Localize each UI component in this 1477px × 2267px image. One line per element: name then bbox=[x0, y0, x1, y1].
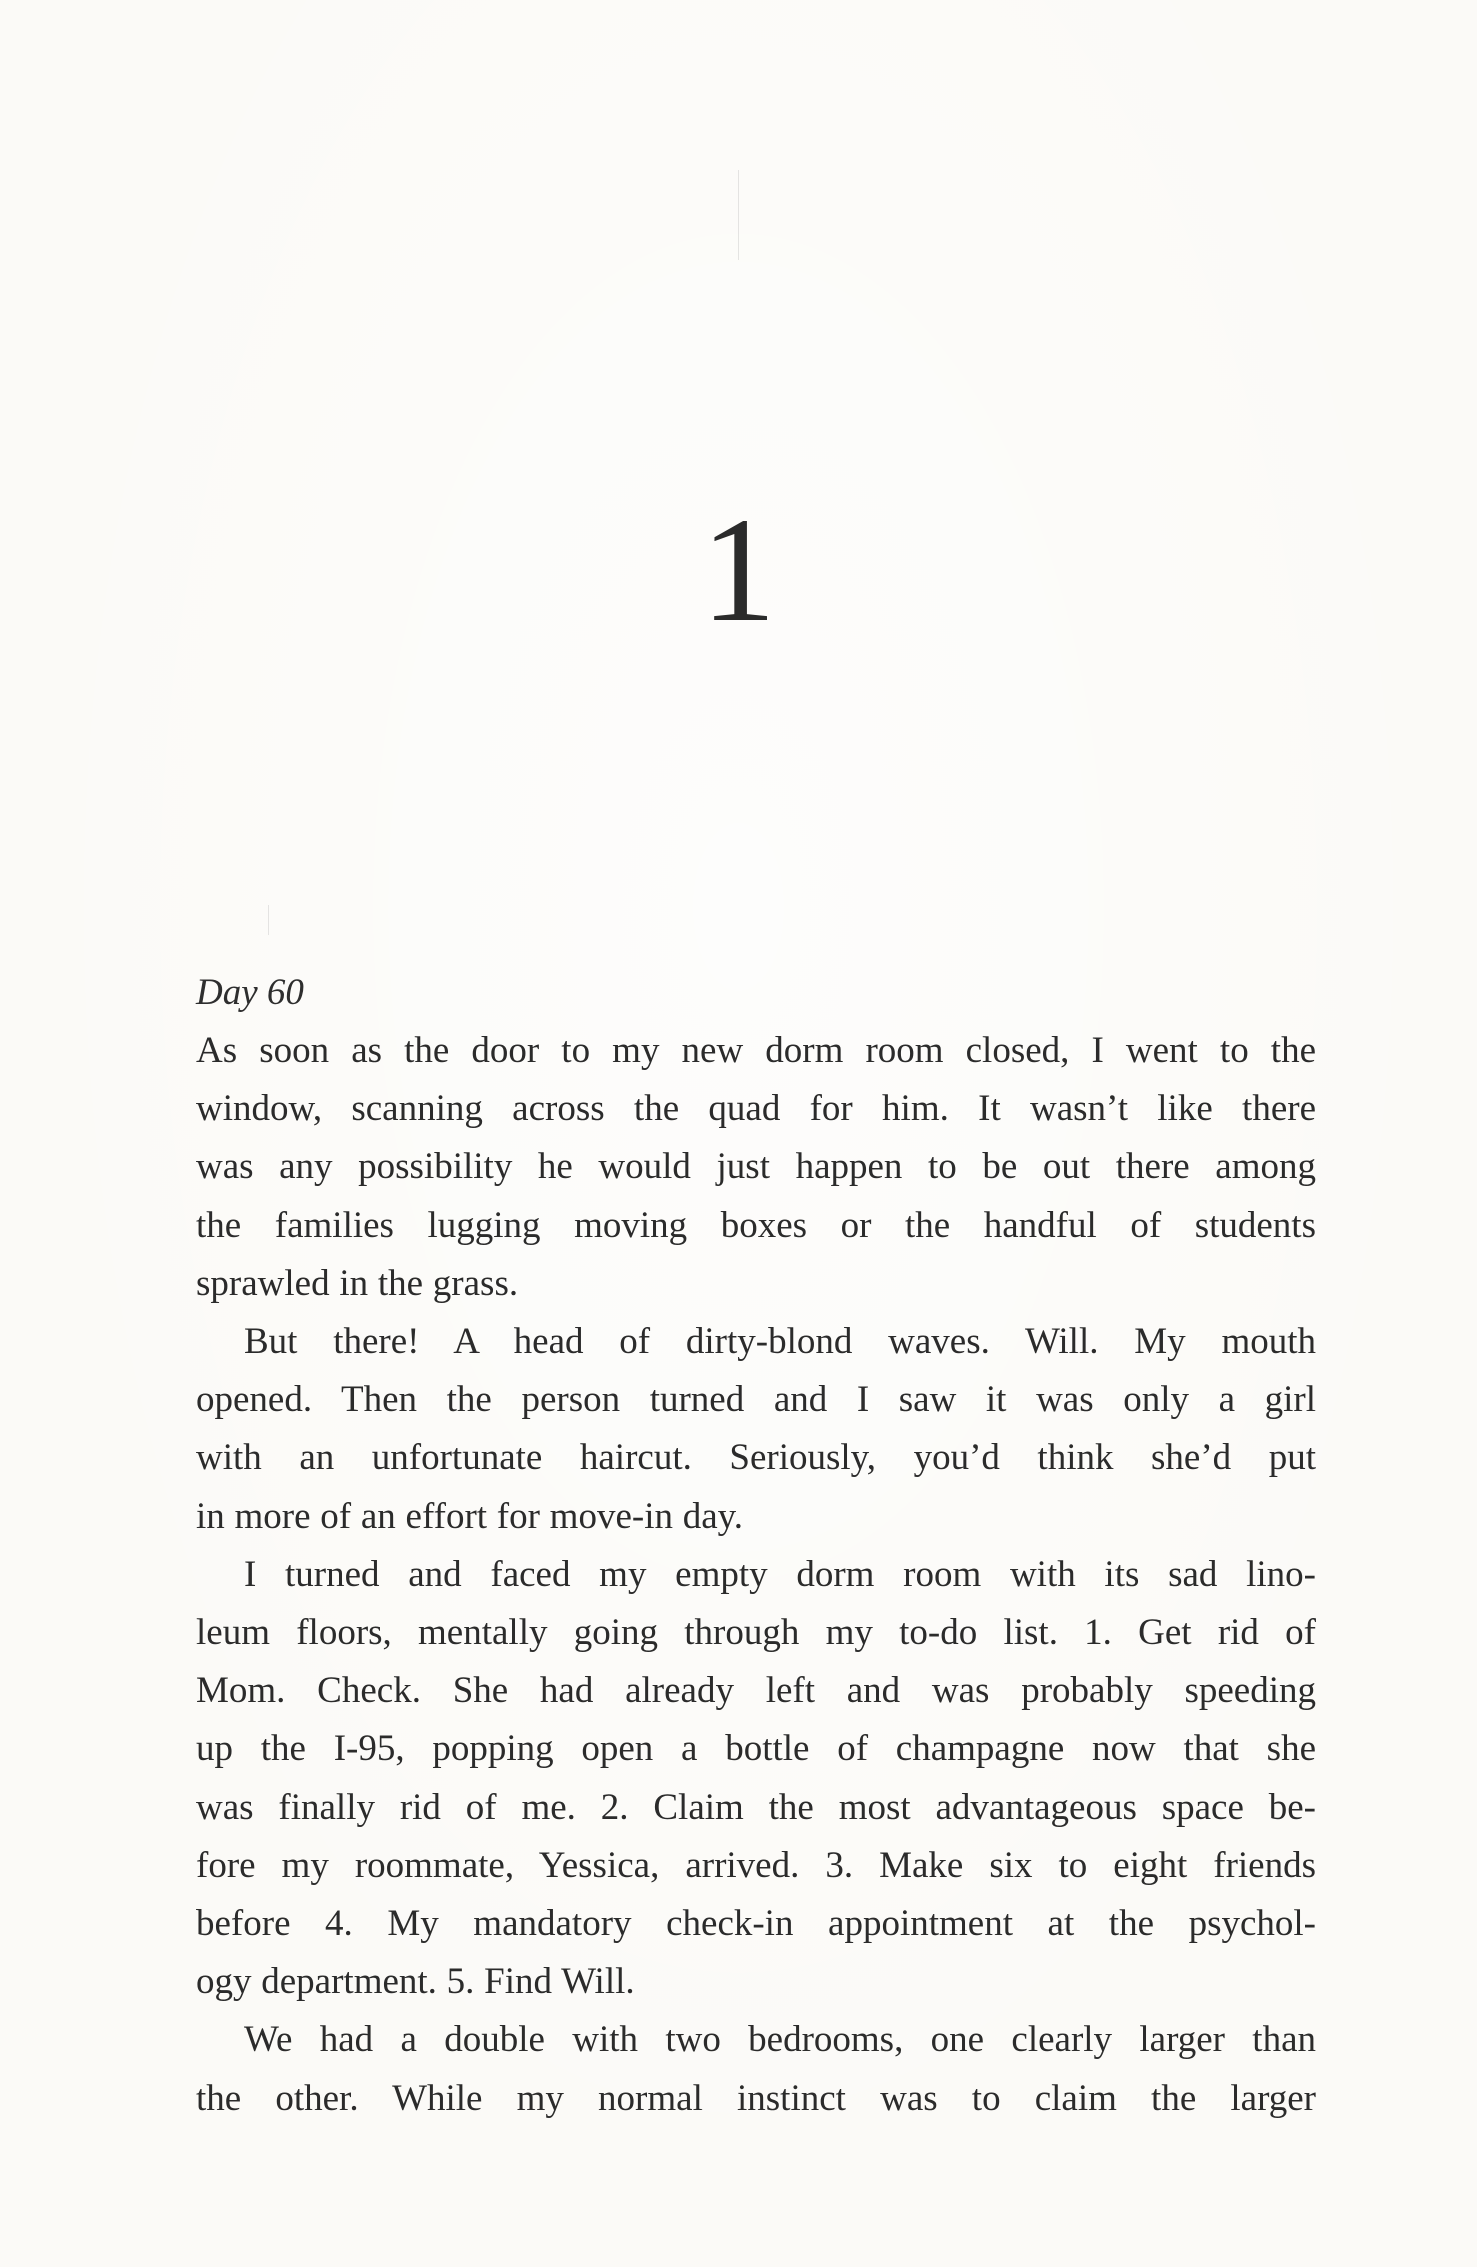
text-line: opened. Then the person turned and I saw it was only a girl bbox=[196, 1379, 1316, 1421]
text-line: ogy department. 5. Find Will. bbox=[196, 1961, 635, 2003]
text-line: was finally rid of me. 2. Claim the most advantageous space be- bbox=[196, 1786, 1316, 1828]
text-line: sprawled in the grass. bbox=[196, 1262, 519, 1304]
text-line: the families lugging moving boxes or the handful of students bbox=[196, 1204, 1316, 1246]
day-heading: Day 60 bbox=[196, 972, 304, 1013]
text-line: was any possibility he would just happen to be out there among bbox=[196, 1146, 1316, 1188]
text-line: As soon as the door to my new dorm room closed, I went to the bbox=[196, 1030, 1316, 1071]
text-line: before 4. My mandatory check-in appointment at the psychol- bbox=[196, 1903, 1316, 1945]
chapter-number: 1 bbox=[701, 487, 776, 653]
scan-artifact bbox=[738, 170, 739, 260]
text-line: the other. While my normal instinct was to claim the larger bbox=[196, 2077, 1316, 2119]
text-line: I turned and faced my empty dorm room with its sad lino- bbox=[244, 1553, 1316, 1595]
paragraph bbox=[196, 1313, 1316, 1546]
text-line: But there! A head of dirty-blond waves. Will. My mouth bbox=[244, 1321, 1316, 1363]
chapter-text bbox=[196, 968, 1316, 2128]
scan-artifact bbox=[268, 905, 269, 935]
text-line: Mom. Check. She had already left and was probably speeding bbox=[196, 1670, 1316, 1712]
paragraph bbox=[196, 2011, 1316, 2127]
text-line: fore my roommate, Yessica, arrived. 3. Make six to eight friends bbox=[196, 1844, 1316, 1886]
text-line: We had a double with two bedrooms, one clearly larger than bbox=[244, 2019, 1316, 2061]
text-line: in more of an effort for move-in day. bbox=[196, 1495, 744, 1537]
paragraph bbox=[196, 1546, 1316, 2012]
text-line: up the I-95, popping open a bottle of champagne now that she bbox=[196, 1728, 1316, 1770]
text-line: window, scanning across the quad for him. It wasn’t like there bbox=[196, 1088, 1316, 1130]
text-line: leum floors, mentally going through my to-do list. 1. Get rid of bbox=[196, 1612, 1316, 1654]
text-line: with an unfortunate haircut. Seriously, you’d think she’d put bbox=[196, 1437, 1316, 1479]
paragraph bbox=[196, 1022, 1316, 1313]
